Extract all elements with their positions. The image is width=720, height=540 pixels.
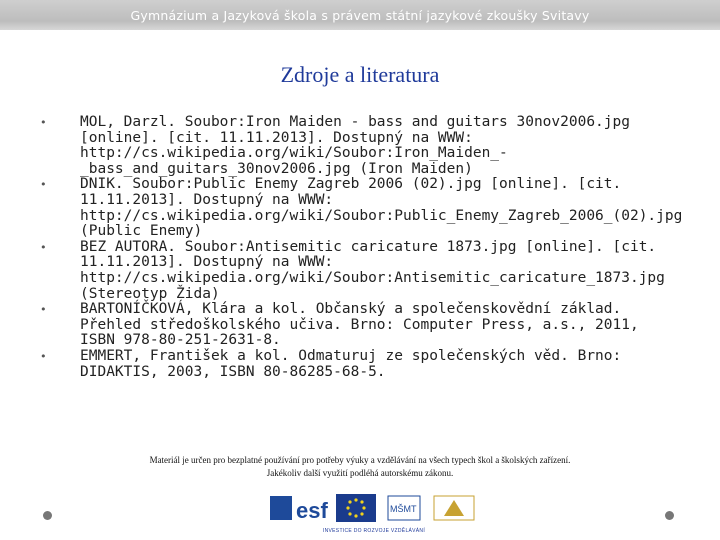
header-band bbox=[0, 0, 720, 30]
msmt-label: MŠMT bbox=[390, 504, 417, 514]
reference-item-4 bbox=[40, 302, 670, 349]
funding-logo-band bbox=[268, 490, 480, 538]
reference-text: EMMERT, František a kol. Odmaturuj ze společenských věd. Brno: DIDAKTIS, 2003, ISBN 80-86285-68-5. bbox=[80, 347, 622, 380]
funding-logos bbox=[268, 490, 480, 528]
slide-title: Zdroje a literatura bbox=[280, 62, 440, 87]
reference-text: DNIK. Soubor:Public Enemy Zagreb 2006 (02).jpg [online]. [cit. 11.11.2013]. Dostupný na WWW: http://cs.wikipedia.org/wiki/Soubor:Public_Enemy_Zagreb_2006_(02).jpg (Public Enemy) bbox=[80, 176, 683, 240]
reference-item-5 bbox=[40, 349, 670, 380]
school-name: Gymnázium a Jazyková škola s právem státní jazykové zkoušky Svitavy bbox=[130, 8, 590, 23]
usage-note bbox=[60, 454, 660, 480]
esf-logo-icon bbox=[270, 496, 328, 523]
esf-label: esf bbox=[296, 498, 328, 523]
reference-text: MOL, Darzl. Soubor:Iron Maiden - bass and guitars 30nov2006.jpg [online]. [cit. 11.11.2013]. Dostupný na WWW: http://cs.wikipedia.org/wiki/Soubor:Iron_Maiden_-_bass_and_guitars_30nov2006.jpg (Iron Maiden) bbox=[80, 114, 630, 177]
usage-note-line-2: Jakékoliv další využití podléhá autorskému zákonu. bbox=[266, 468, 454, 478]
bullet-icon: • bbox=[40, 240, 47, 254]
bullet-icon: • bbox=[40, 349, 47, 363]
op-logo-icon bbox=[434, 496, 474, 520]
reference-text: BEZ AUTORA. Soubor:Antisemitic caricature 1873.jpg [online]. [cit. 11.11.2013]. Dostupný na WWW: http://cs.wikipedia.org/wiki/Soubor:Antisemitic_caricature_1873.jpg (Stereotyp Žida) bbox=[80, 238, 665, 302]
eu-flag-icon bbox=[336, 494, 376, 522]
reference-item-2 bbox=[40, 176, 683, 240]
logo-caption: INVESTICE DO ROZVOJE VZDĚLÁVÁNÍ bbox=[322, 528, 426, 534]
bullet-icon: • bbox=[40, 303, 47, 317]
reference-item-1 bbox=[40, 115, 670, 177]
msmt-logo-icon bbox=[388, 496, 420, 520]
reference-item-3 bbox=[40, 240, 670, 302]
reference-text: BARTONÍČKOVÁ, Klára a kol. Občanský a společenskovědní základ. Přehled středoškolského učiva. Brno: Computer Press, a.s., 2011, ISBN 978-80-251-2631-8. bbox=[80, 301, 639, 349]
bullet-icon: • bbox=[40, 178, 47, 192]
usage-note-line-1: Materiál je určen pro bezplatné používání pro potřeby výuky a vzdělávání na všech typech škol a školských zařízení. bbox=[149, 455, 571, 465]
nav-dot-right bbox=[665, 511, 674, 520]
bullet-icon: • bbox=[40, 116, 47, 129]
nav-dot-left bbox=[43, 511, 52, 520]
reference-list bbox=[40, 114, 683, 380]
